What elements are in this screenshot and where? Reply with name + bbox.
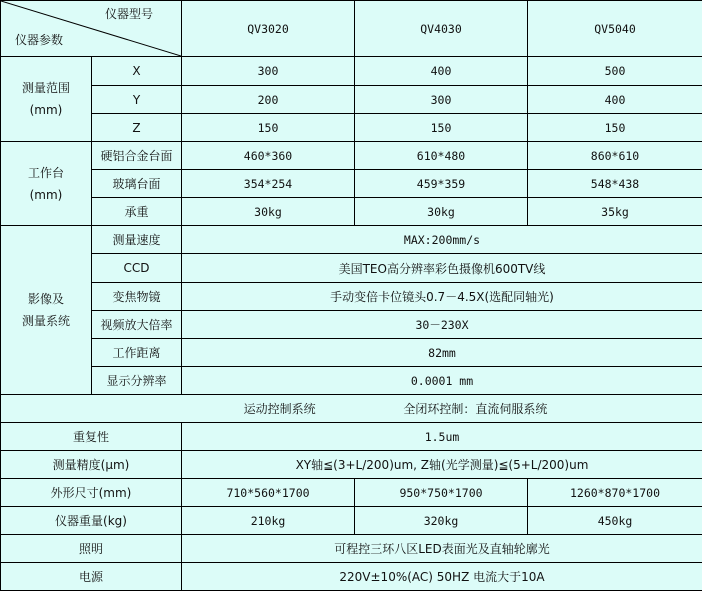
imaging-item-label: 显示分辨率 [92,367,182,395]
header-col-title: 仪器型号 [104,7,153,21]
stage-item-label: 玻璃台面 [92,170,182,198]
range-value: 500 [528,57,702,86]
lighting-label: 照明 [1,535,182,563]
axis-label: Z [92,114,182,142]
axis-label: Y [92,86,182,114]
stage-item-label: 承重 [92,198,182,226]
stage-row-glass [1,170,702,198]
motion-label: 运动控制系统 [243,402,316,416]
repeatability-label: 重复性 [1,423,182,451]
range-value: 200 [182,86,355,114]
dimensions-row [1,479,702,507]
stage-label: 工作台 [27,165,64,180]
imaging-row [1,339,702,367]
imaging-row [1,254,702,283]
stage-group-label [1,142,92,226]
model-header: QV3020 [182,1,355,57]
imaging-label-line2: 测量系统 [21,314,70,328]
power-row [1,563,702,591]
range-row-y [1,86,702,114]
imaging-group-label [1,226,92,395]
weight-label: 仪器重量(kg) [1,507,182,535]
model-header: QV4030 [355,1,528,57]
imaging-value: 美国TEO高分辨率彩色摄像机600TV线 [182,254,702,283]
stage-value: 30kg [355,198,528,226]
header-diagonal-cell [1,1,182,57]
weight-value: 210kg [182,507,355,535]
stage-row-load [1,198,702,226]
stage-value: 30kg [182,198,355,226]
dimensions-value: 710*560*1700 [182,479,355,507]
imaging-row [1,283,702,311]
imaging-value: MAX:200mm/s [182,226,702,254]
range-value: 400 [528,86,702,114]
motion-value: 全闭环控制：直流伺服系统 [403,402,548,416]
dimensions-label: 外形尺寸(mm) [1,479,182,507]
weight-value: 320kg [355,507,528,535]
weight-row [1,507,702,535]
imaging-item-label: 变焦物镜 [92,283,182,311]
repeatability-value: 1.5um [182,423,702,451]
accuracy-row [1,451,702,479]
imaging-label-line1: 影像及 [27,292,64,306]
imaging-row [1,311,702,339]
repeatability-row [1,423,702,451]
motion-row [1,395,702,423]
model-header: QV5040 [528,1,702,57]
dimensions-value: 950*750*1700 [355,479,528,507]
range-value: 400 [355,57,528,86]
range-value: 300 [355,86,528,114]
range-value: 150 [528,114,702,142]
accuracy-value: XY轴≦(3+L/200)um, Z轴(光学测量)≦(5+L/200)um [182,451,702,479]
range-value: 150 [182,114,355,142]
power-label: 电源 [1,563,182,591]
stage-value: 35kg [528,198,702,226]
stage-value: 354*254 [182,170,355,198]
stage-row-aluminum [1,142,702,170]
motion-cell [1,395,702,423]
header-row-title: 仪器参数 [15,33,64,47]
dimensions-value: 1260*870*1700 [528,479,702,507]
range-row-x [1,57,702,86]
lighting-value: 可程控三环八区LED表面光及直轴轮廓光 [182,535,702,563]
imaging-item-label: 工作距离 [92,339,182,367]
range-group-label [1,57,92,142]
imaging-value: 30－230X [182,311,702,339]
imaging-item-label: 视频放大倍率 [92,311,182,339]
range-value: 300 [182,57,355,86]
range-row-z [1,114,702,142]
lighting-row [1,535,702,563]
stage-value: 459*359 [355,170,528,198]
stage-value: 860*610 [528,142,702,170]
weight-value: 450kg [528,507,702,535]
accuracy-label: 测量精度(μm) [1,451,182,479]
range-value: 150 [355,114,528,142]
imaging-item-label: 测量速度 [92,226,182,254]
axis-label: X [92,57,182,86]
stage-item-label: 硬铝合金台面 [92,142,182,170]
imaging-value: 0.0001 mm [182,367,702,395]
stage-value: 548*438 [528,170,702,198]
imaging-value: 82mm [182,339,702,367]
imaging-row [1,226,702,254]
range-unit: (mm) [29,103,63,117]
imaging-row [1,367,702,395]
header-row [1,1,702,57]
stage-value: 610*480 [355,142,528,170]
range-label: 测量范围 [21,81,70,95]
power-value: 220V±10%(AC) 50HZ 电流大于10A [182,563,702,591]
stage-value: 460*360 [182,142,355,170]
imaging-value: 手动变倍卡位镜头0.7－4.5X(选配同轴光) [182,283,702,311]
imaging-item-label: CCD [92,254,182,283]
stage-unit: (mm) [29,187,63,202]
